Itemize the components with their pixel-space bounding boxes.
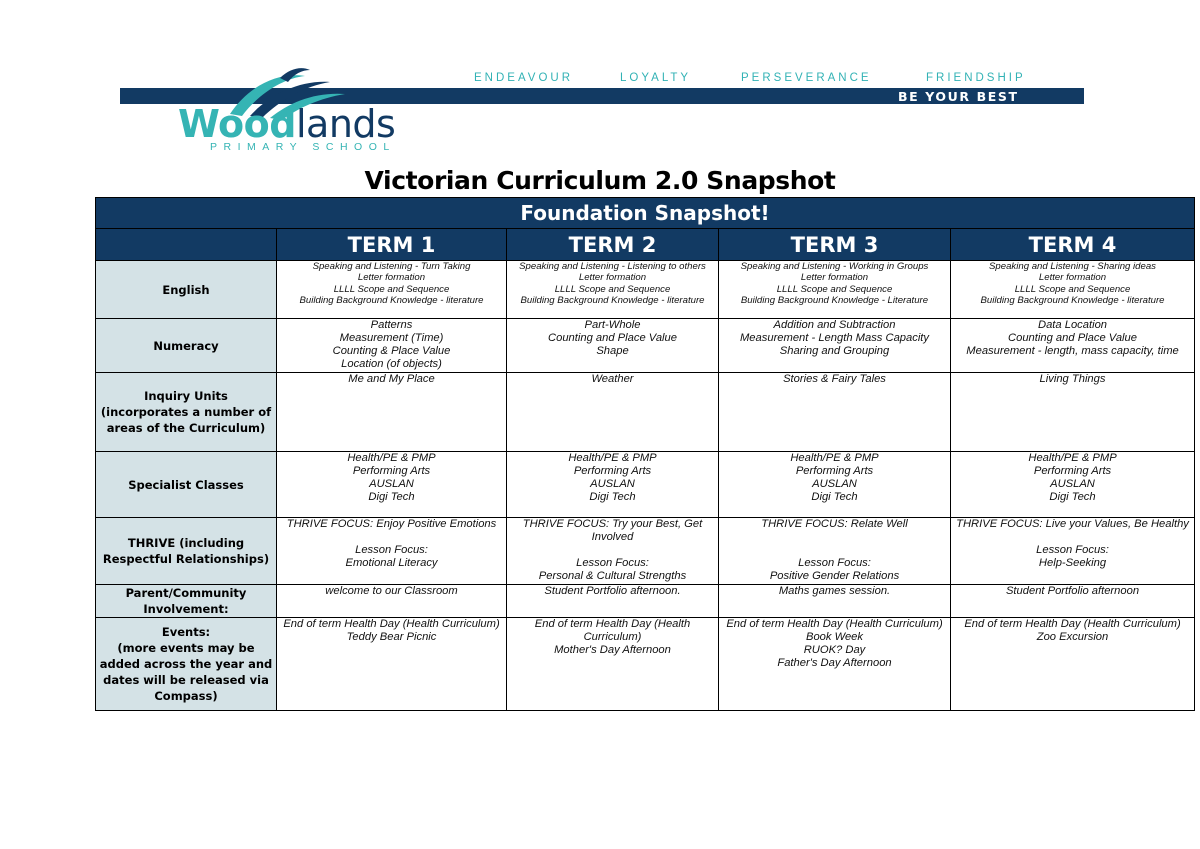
thrive-term-3 [719, 518, 951, 585]
thrive-lesson-label: Lesson Focus: [1036, 544, 1109, 556]
english-term-1: Speaking and Listening - Turn Taking Letter formation LLLL Scope and Sequence Building Background Knowledge - literature [277, 261, 507, 319]
value-perseverance: PERSEVERANCE [741, 72, 872, 84]
value-endeavour: ENDEAVOUR [474, 72, 573, 84]
curriculum-snapshot-table [95, 197, 1195, 711]
term-3-header: TERM 3 [719, 229, 951, 261]
table-heading-row [96, 198, 1195, 229]
thrive-lesson: Help-Seeking [1038, 557, 1107, 569]
numeracy-term-2: Part-Whole Counting and Place Value Shape [507, 319, 719, 373]
parent-term-1: welcome to our Classroom [277, 585, 507, 618]
term-1-header: TERM 1 [277, 229, 507, 261]
thrive-focus: THRIVE FOCUS: Relate Well [761, 518, 908, 530]
parent-term-4: Student Portfolio afternoon [951, 585, 1195, 618]
thrive-focus: THRIVE FOCUS: Live your Values, Be Healthy [956, 518, 1189, 530]
snapshot-heading: Foundation Snapshot! [96, 198, 1195, 229]
specialist-term-2: Health/PE & PMP Performing Arts AUSLAN Digi Tech [507, 452, 719, 518]
row-label-specialist-classes: Specialist Classes [96, 452, 277, 518]
thrive-term-1 [277, 518, 507, 585]
row-label-inquiry-units: Inquiry Units (incorporates a number of areas of the Curriculum) [96, 373, 277, 452]
row-label-events: Events: (more events may be added across the year and dates will be released via Compass) [96, 618, 277, 711]
events-term-3: End of term Health Day (Health Curriculum) Book Week RUOK? Day Father's Day Afternoon [719, 618, 951, 711]
parent-term-3: Maths games session. [719, 585, 951, 618]
inquiry-term-4: Living Things [951, 373, 1195, 452]
school-logo-subtitle: PRIMARY SCHOOL [210, 141, 396, 153]
thrive-lesson-label: Lesson Focus: [798, 557, 871, 569]
table-row-numeracy [96, 319, 1195, 373]
logo-wordmark-lands: lands [295, 102, 396, 146]
school-motto: BE YOUR BEST [898, 89, 1019, 104]
thrive-term-2 [507, 518, 719, 585]
logo-wordmark-wood: Wood [178, 102, 296, 146]
row-label-thrive: THRIVE (including Respectful Relationships) [96, 518, 277, 585]
events-term-1: End of term Health Day (Health Curriculum) Teddy Bear Picnic [277, 618, 507, 711]
thrive-focus: THRIVE FOCUS: Try your Best, Get Involved [522, 518, 703, 543]
table-row-english [96, 261, 1195, 319]
thrive-term-4 [951, 518, 1195, 585]
table-row-thrive [96, 518, 1195, 585]
events-term-2: End of term Health Day (Health Curriculum) Mother's Day Afternoon [507, 618, 719, 711]
term-header-row [96, 229, 1195, 261]
term-2-header: TERM 2 [507, 229, 719, 261]
specialist-term-3: Health/PE & PMP Performing Arts AUSLAN Digi Tech [719, 452, 951, 518]
table-row-specialist-classes [96, 452, 1195, 518]
school-logo-wordmark [178, 104, 395, 144]
row-label-numeracy: Numeracy [96, 319, 277, 373]
term-header-blank [96, 229, 277, 261]
thrive-lesson: Emotional Literacy [345, 557, 438, 569]
numeracy-term-3: Addition and Subtraction Measurement - Length Mass Capacity Sharing and Grouping [719, 319, 951, 373]
value-loyalty: LOYALTY [620, 72, 692, 84]
thrive-lesson-label: Lesson Focus: [576, 557, 649, 569]
thrive-focus: THRIVE FOCUS: Enjoy Positive Emotions [286, 518, 497, 530]
thrive-lesson: Personal & Cultural Strengths [538, 570, 687, 582]
table-row-events [96, 618, 1195, 711]
events-term-4: End of term Health Day (Health Curriculum) Zoo Excursion [951, 618, 1195, 711]
inquiry-term-2: Weather [507, 373, 719, 452]
document-title: Victorian Curriculum 2.0 Snapshot [364, 166, 836, 195]
inquiry-term-1: Me and My Place [277, 373, 507, 452]
thrive-lesson-label: Lesson Focus: [355, 544, 428, 556]
specialist-term-4: Health/PE & PMP Performing Arts AUSLAN Digi Tech [951, 452, 1195, 518]
inquiry-term-3: Stories & Fairy Tales [719, 373, 951, 452]
english-term-3: Speaking and Listening - Working in Groups Letter formation LLLL Scope and Sequence Building Background Knowledge - Literature [719, 261, 951, 319]
parent-term-2: Student Portfolio afternoon. [507, 585, 719, 618]
row-label-parent-community: Parent/Community Involvement: [96, 585, 277, 618]
numeracy-term-4: Data Location Counting and Place Value Measurement - length, mass capacity, time [951, 319, 1195, 373]
row-label-english: English [96, 261, 277, 319]
table-row-inquiry-units [96, 373, 1195, 452]
value-friendship: FRIENDSHIP [926, 72, 1026, 84]
thrive-lesson: Positive Gender Relations [769, 570, 900, 582]
specialist-term-1: Health/PE & PMP Performing Arts AUSLAN Digi Tech [277, 452, 507, 518]
numeracy-term-1: Patterns Measurement (Time) Counting & Place Value Location (of objects) [277, 319, 507, 373]
term-4-header: TERM 4 [951, 229, 1195, 261]
english-term-4: Speaking and Listening - Sharing ideas Letter formation LLLL Scope and Sequence Building Background Knowledge - literature [951, 261, 1195, 319]
table-row-parent-community [96, 585, 1195, 618]
english-term-2: Speaking and Listening - Listening to others Letter formation LLLL Scope and Sequence Building Background Knowledge - literature [507, 261, 719, 319]
school-values [474, 72, 1054, 86]
